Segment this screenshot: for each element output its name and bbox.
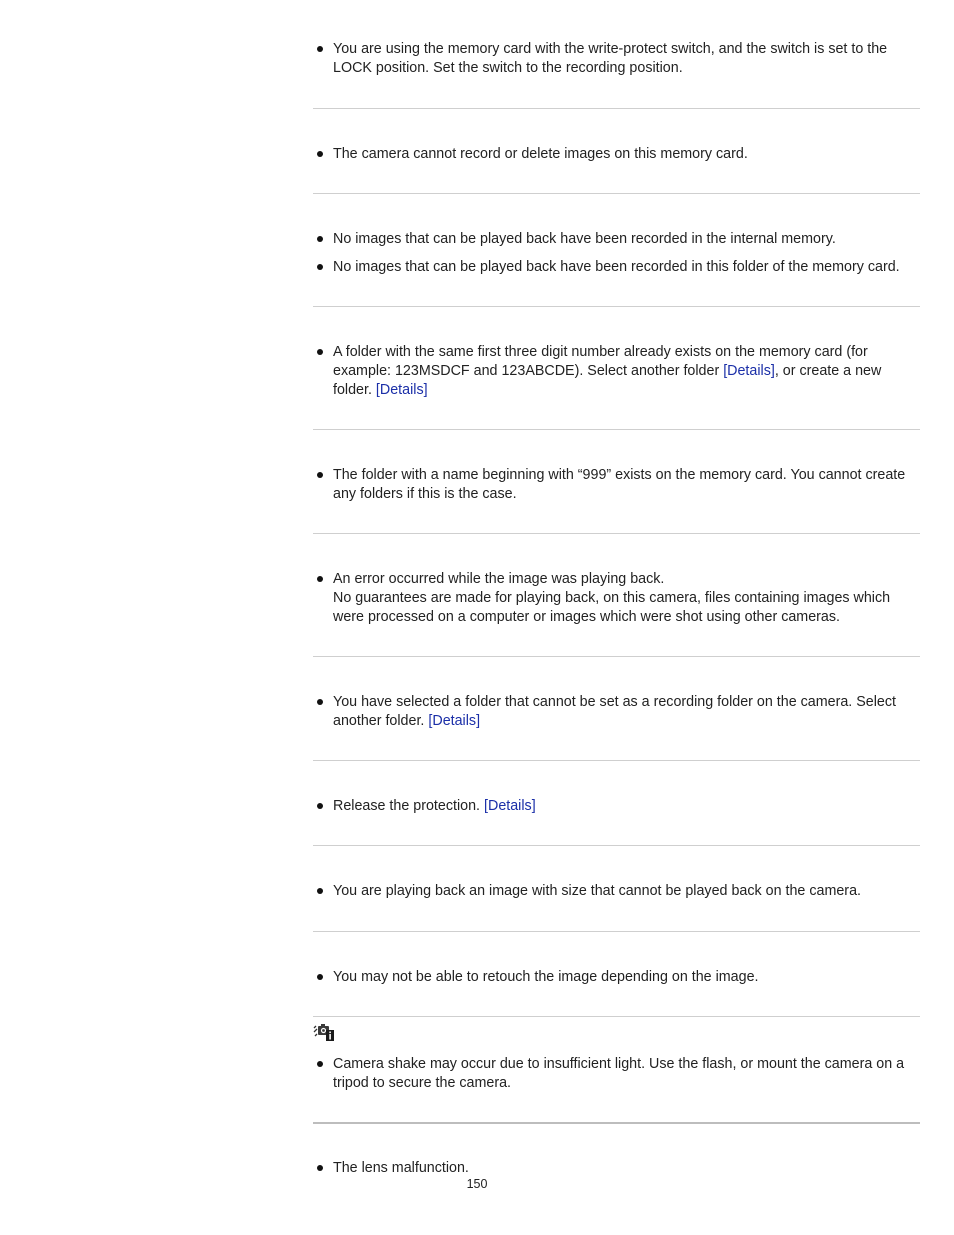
details-link[interactable]: [Details] bbox=[484, 798, 536, 814]
section bbox=[313, 797, 920, 825]
section bbox=[313, 466, 920, 513]
item-text: An error occurred while the image was playing back. bbox=[333, 571, 665, 587]
section bbox=[313, 343, 920, 409]
page-number: 150 bbox=[466, 1177, 488, 1191]
item-text: Release the protection. bbox=[333, 798, 485, 814]
list-item bbox=[313, 797, 920, 816]
bullet-list bbox=[313, 693, 920, 731]
item-text: You may not be able to retouch the image depending on the image. bbox=[333, 969, 759, 985]
details-link[interactable]: [Details] bbox=[428, 713, 481, 729]
list-item bbox=[313, 570, 920, 627]
item-text: The lens malfunction. bbox=[333, 1160, 469, 1176]
section-divider bbox=[313, 931, 920, 932]
bullet-list bbox=[313, 968, 920, 987]
list-item bbox=[313, 882, 920, 901]
bullet-list bbox=[313, 343, 920, 400]
list-item bbox=[313, 230, 920, 249]
list-item bbox=[313, 343, 920, 400]
camera-shake-warning-icon bbox=[313, 1022, 335, 1042]
details-link[interactable]: [Details] bbox=[723, 363, 775, 379]
bullet-list bbox=[313, 230, 920, 277]
section-divider bbox=[313, 193, 920, 194]
details-link[interactable]: [Details] bbox=[375, 382, 428, 398]
item-text: No images that can be played back have been recorded in this folder of the memory card. bbox=[333, 259, 900, 275]
section-divider bbox=[313, 108, 920, 109]
bullet-list bbox=[313, 1159, 920, 1178]
item-text: You have selected a folder that cannot be set as a recording folder on the camera. Select another folder. bbox=[333, 694, 896, 729]
bullet-list bbox=[313, 145, 920, 164]
section bbox=[313, 145, 920, 173]
list-item bbox=[313, 1055, 920, 1093]
bullet-list bbox=[313, 882, 920, 901]
item-text: The camera cannot record or delete images on this memory card. bbox=[333, 146, 748, 162]
item-text: No images that can be played back have been recorded in the internal memory. bbox=[333, 231, 836, 247]
section-divider bbox=[313, 760, 920, 761]
item-text: Camera shake may occur due to insufficient light. Use the flash, or mount the camera on a tripod to secure the camera. bbox=[333, 1056, 905, 1091]
list-item bbox=[313, 466, 920, 504]
item-text: You are playing back an image with size that cannot be played back on the camera. bbox=[333, 883, 861, 899]
bullet-list bbox=[313, 797, 920, 816]
section-divider bbox=[313, 1122, 920, 1124]
section bbox=[313, 968, 920, 996]
list-item bbox=[313, 693, 920, 731]
list-item bbox=[313, 40, 920, 78]
section-divider bbox=[313, 1016, 920, 1017]
list-item bbox=[313, 968, 920, 987]
section bbox=[313, 230, 920, 286]
item-text: , or create a new folder. bbox=[333, 363, 882, 398]
bullet-list bbox=[313, 570, 920, 627]
section bbox=[313, 693, 920, 740]
section-divider bbox=[313, 429, 920, 430]
section-divider bbox=[313, 533, 920, 534]
list-item bbox=[313, 258, 920, 277]
section bbox=[313, 570, 920, 636]
section-divider bbox=[313, 845, 920, 846]
item-text: The folder with a name beginning with “999” exists on the memory card. You cannot create any folders if this is the case. bbox=[333, 467, 906, 502]
item-text: You are using the memory card with the write-protect switch, and the switch is set to the LOCK position. Set the switch to the recording position. bbox=[333, 41, 888, 76]
section-divider bbox=[313, 656, 920, 657]
section-divider bbox=[313, 306, 920, 307]
section bbox=[313, 882, 920, 910]
bullet-list bbox=[313, 466, 920, 504]
item-text: A folder with the same first three digit number already exists on the memory card (for example: 123MSDCF and 123ABCDE). Select another folder bbox=[333, 344, 868, 379]
list-item bbox=[313, 145, 920, 164]
item-text: No guarantees are made for playing back, on this camera, files containing images which were processed on a computer or images which were shot using other cameras. bbox=[333, 590, 891, 625]
bullet-list bbox=[313, 1055, 920, 1093]
list-item bbox=[313, 1159, 920, 1178]
section bbox=[313, 40, 920, 87]
bullet-list bbox=[313, 40, 920, 78]
section bbox=[313, 1055, 920, 1102]
